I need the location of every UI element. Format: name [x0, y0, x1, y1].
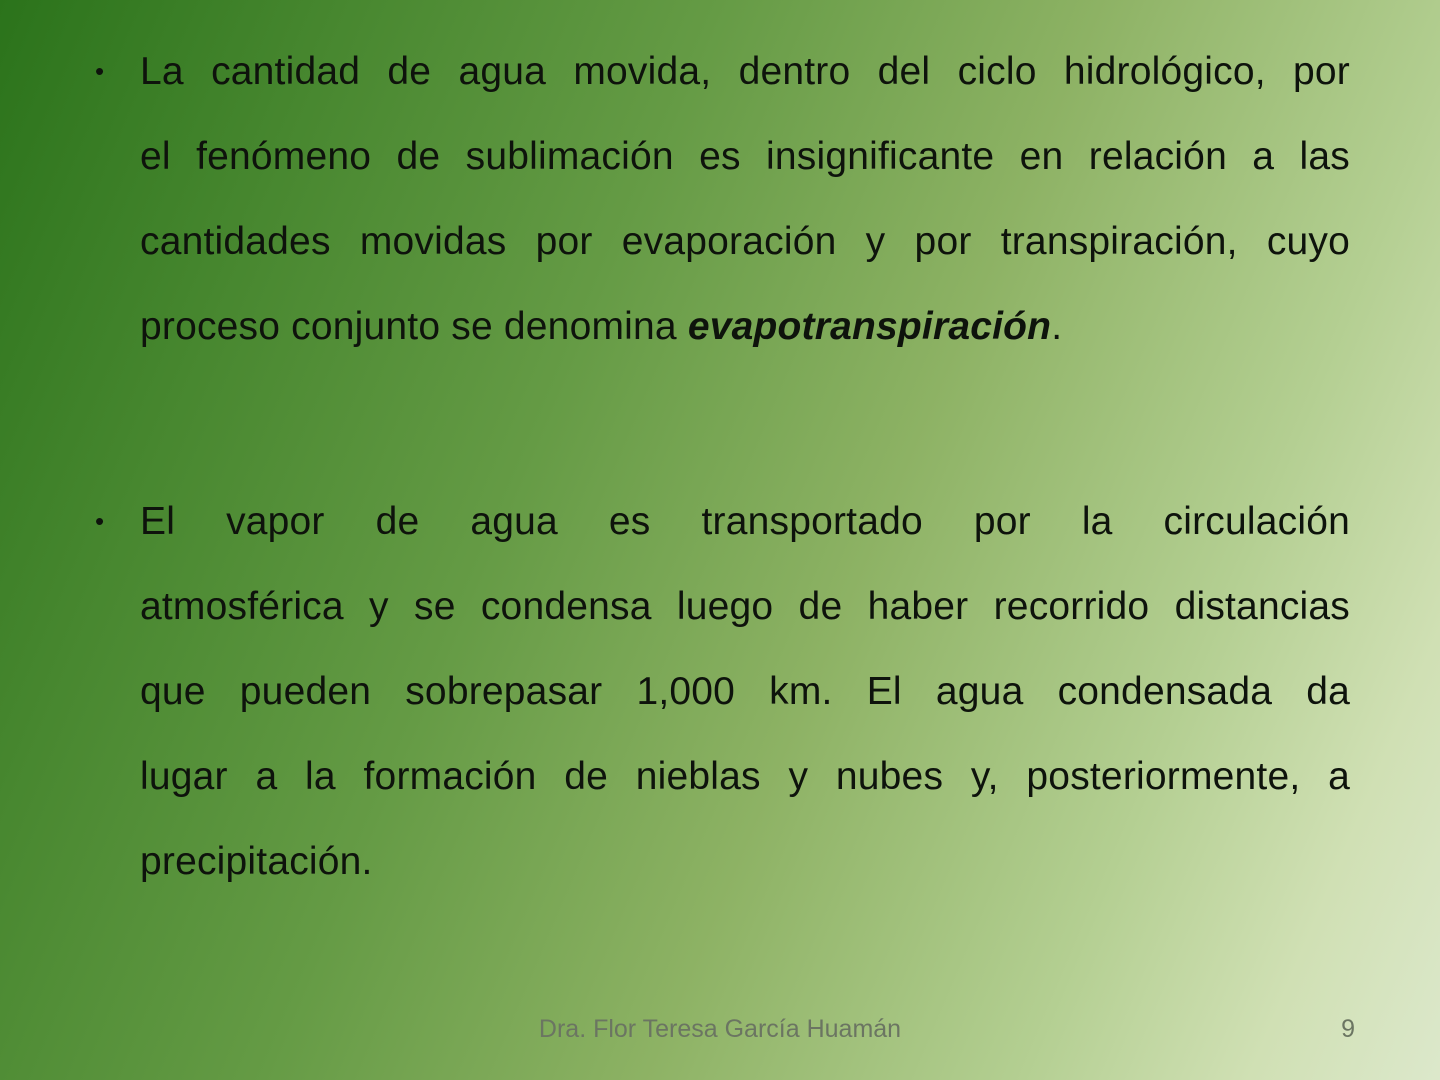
bullet-line — [140, 284, 1350, 369]
footer — [0, 1012, 1440, 1056]
bullet-paragraph — [140, 479, 1350, 904]
bullet-paragraph — [140, 29, 1350, 369]
bullet-line: el fenómeno de sublimación es insignificante en relación a las — [140, 135, 1350, 178]
bullet-line-text: precipitación. — [140, 840, 373, 883]
bullet-line: cantidades movidas por evaporación y por transpiración, cuyo — [140, 220, 1350, 263]
bullet-line: lugar a la formación de nieblas y nubes y, posteriormente, a — [140, 755, 1350, 798]
bullet-line: atmosférica y se condensa luego de haber recorrido distancias — [140, 585, 1350, 628]
bullet-line-text: . — [1051, 305, 1063, 348]
bullet-item — [95, 479, 1350, 904]
slide-body — [95, 29, 1350, 904]
page-number: 9 — [1341, 1015, 1355, 1043]
bullet-line-text: proceso conjunto se denomina — [140, 305, 688, 348]
bullet-marker: • — [95, 56, 105, 86]
emphasis-term: evapotranspiración — [687, 305, 1052, 348]
bullet-item — [95, 29, 1350, 369]
bullet-marker: • — [95, 506, 105, 536]
footer-author: Dra. Flor Teresa García Huamán — [538, 1015, 902, 1043]
bullet-line: El vapor de agua es transportado por la circulación — [140, 500, 1350, 543]
bullet-line — [140, 819, 1350, 904]
bullet-line: La cantidad de agua movida, dentro del ciclo hidrológico, por — [140, 50, 1350, 93]
bullet-line: que pueden sobrepasar 1,000 km. El agua condensada da — [140, 670, 1350, 713]
